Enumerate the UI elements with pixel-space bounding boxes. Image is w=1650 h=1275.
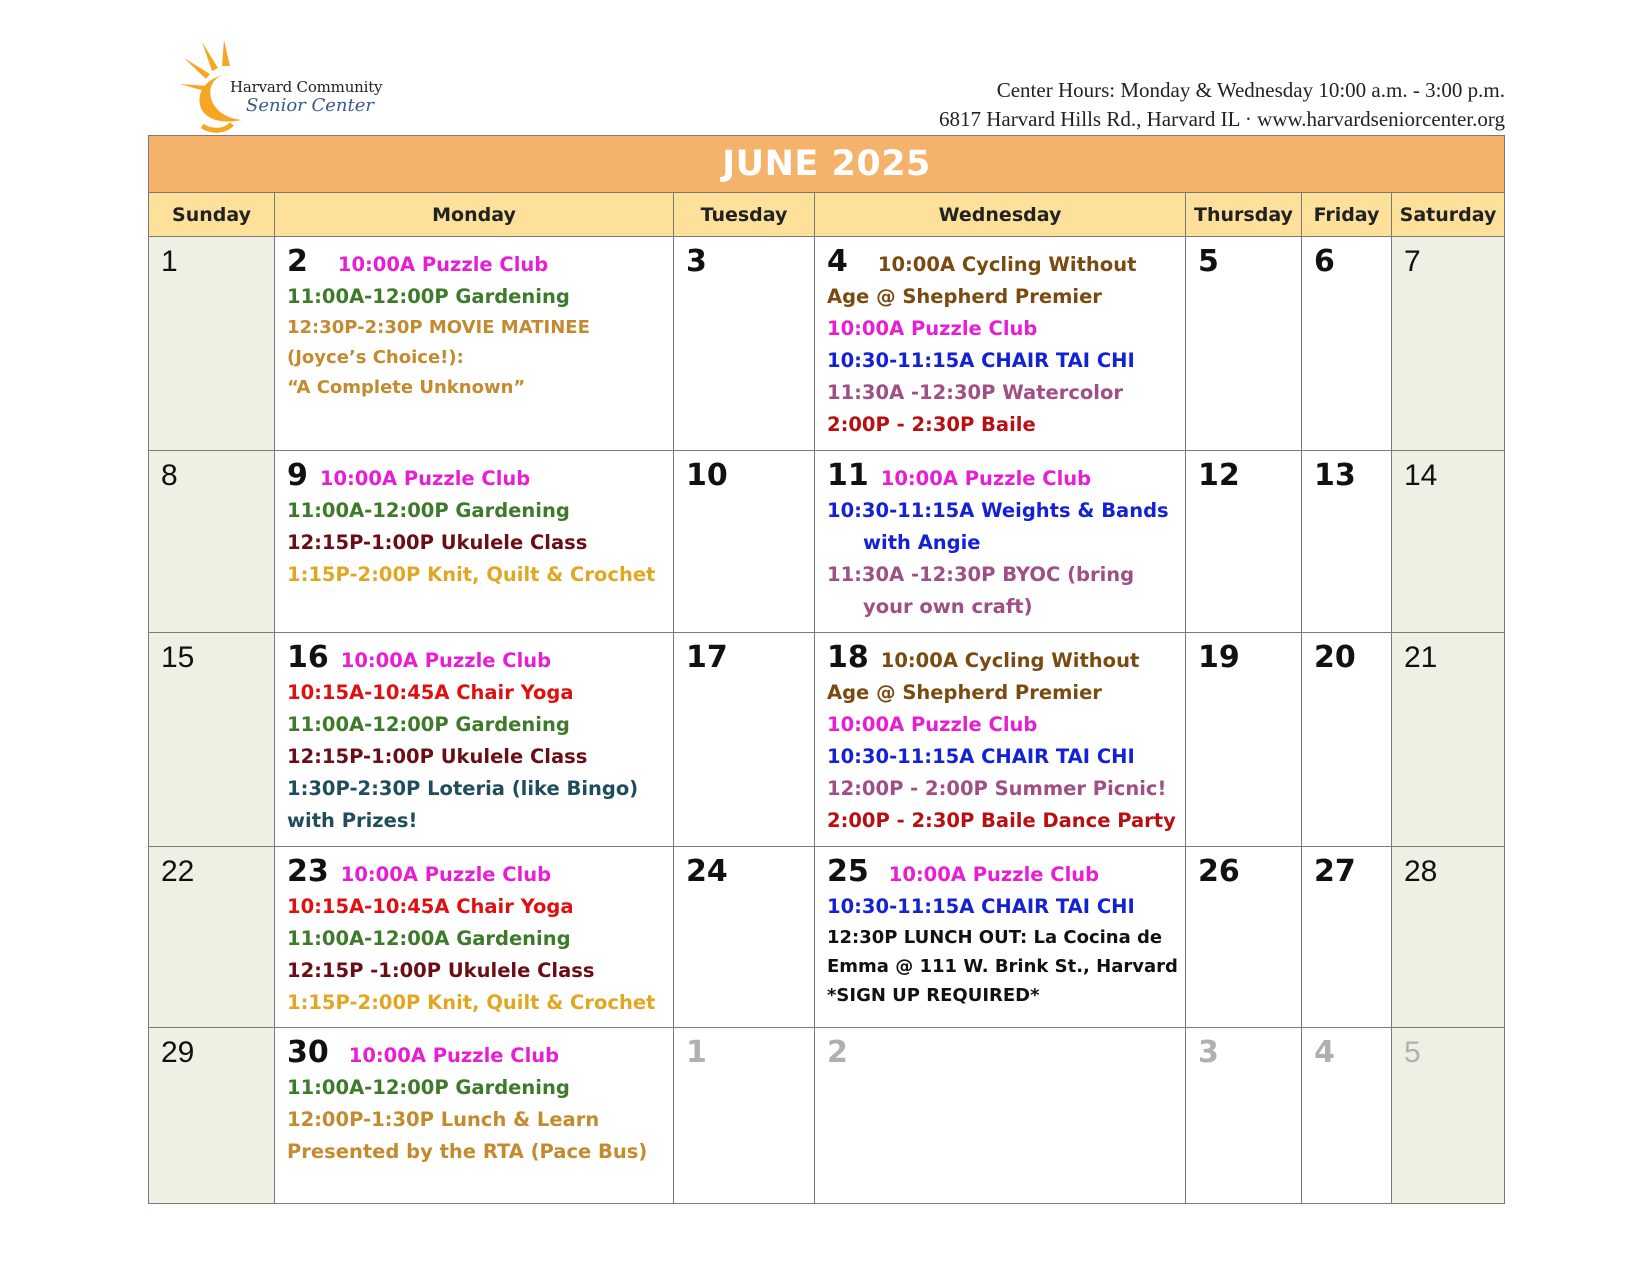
weekday-sunday: Sunday (149, 193, 275, 237)
day-cell (1186, 1028, 1302, 1204)
weekday-wednesday: Wednesday (815, 193, 1186, 237)
day-cell (1302, 847, 1392, 1028)
event: 10:30-11:15A CHAIR TAI CHI (827, 349, 1135, 372)
weekday-saturday: Saturday (1392, 193, 1505, 237)
day-cell (149, 237, 275, 451)
event: 10:15A-10:45A Chair Yoga (287, 895, 574, 918)
event: 10:30-11:15A CHAIR TAI CHI (827, 895, 1135, 918)
day-cell (1392, 451, 1505, 633)
event: with Prizes! (287, 809, 418, 832)
day-cell (1186, 237, 1302, 451)
event: 1:15P-2:00P Knit, Quilt & Crochet (287, 991, 656, 1014)
event: 12:30P LUNCH OUT: La Cocina de (827, 927, 1163, 948)
event: 10:00A Cycling Without (877, 253, 1137, 276)
event: your own craft) (863, 595, 1033, 618)
day-number: 20 (1314, 640, 1356, 675)
day-number: 21 (1404, 641, 1438, 674)
event: 10:15A-10:45A Chair Yoga (287, 681, 574, 704)
day-cell (1186, 633, 1302, 847)
day-cell (815, 633, 1186, 847)
calendar-title: JUNE 2025 (149, 136, 1505, 193)
weekday-friday: Friday (1302, 193, 1392, 237)
senior-center-logo (172, 36, 392, 136)
day-cell (1302, 1028, 1392, 1204)
week-row (149, 847, 1505, 1028)
event: 11:00A-12:00P Gardening (287, 713, 570, 736)
day-cell (1392, 1028, 1505, 1204)
event: *SIGN UP REQUIRED* (827, 985, 1040, 1006)
day-number: 18 (827, 640, 869, 675)
weekday-thursday: Thursday (1186, 193, 1302, 237)
day-cell (1392, 847, 1505, 1028)
day-cell (275, 451, 674, 633)
event: 10:00A Puzzle Club (319, 467, 531, 490)
day-cell (275, 847, 674, 1028)
day-number: 30 (287, 1035, 329, 1070)
day-cell (275, 1028, 674, 1204)
day-cell (815, 1028, 1186, 1204)
day-number: 23 (287, 854, 329, 889)
event: 10:00A Puzzle Club (337, 253, 549, 276)
day-number: 11 (827, 458, 869, 493)
day-number: 10 (686, 458, 728, 493)
event: 2:00P - 2:30P Baile Dance Party (827, 809, 1176, 832)
weekday-tuesday: Tuesday (674, 193, 815, 237)
day-cell (674, 451, 815, 633)
day-number: 8 (161, 459, 178, 492)
event: (Joyce’s Choice!): (287, 347, 464, 368)
event: 10:00A Puzzle Club (827, 317, 1038, 340)
day-cell (149, 1028, 275, 1204)
day-cell (1302, 451, 1392, 633)
day-cell (674, 237, 815, 451)
day-cell (674, 1028, 815, 1204)
day-cell (815, 237, 1186, 451)
day-cell (815, 451, 1186, 633)
week-row (149, 237, 1505, 451)
event: 12:15P -1:00P Ukulele Class (287, 959, 595, 982)
day-number: 26 (1198, 854, 1240, 889)
day-number: 27 (1314, 854, 1356, 889)
day-number: 12 (1198, 458, 1240, 493)
week-row (149, 633, 1505, 847)
center-hours: Center Hours: Monday & Wednesday 10:00 a.m. - 3:00 p.m. (996, 78, 1505, 102)
event: 11:30A -12:30P Watercolor (827, 381, 1123, 404)
weekday-header-row (149, 193, 1505, 237)
event: Age @ Shepherd Premier (827, 681, 1102, 704)
calendar-table (148, 135, 1505, 1204)
day-number: 29 (161, 1036, 195, 1069)
event: 10:30-11:15A CHAIR TAI CHI (827, 745, 1135, 768)
day-number: 4 (1314, 1035, 1335, 1070)
week-row (149, 451, 1505, 633)
day-number: 6 (1314, 244, 1335, 279)
day-cell (674, 633, 815, 847)
day-cell (149, 451, 275, 633)
event: 12:00P - 2:00P Summer Picnic! (827, 777, 1167, 800)
day-number: 25 (827, 854, 869, 889)
event: 10:00A Puzzle Club (348, 1044, 560, 1067)
event: Presented by the RTA (Pace Bus) (287, 1140, 648, 1163)
day-cell (1302, 633, 1392, 847)
event: 11:00A-12:00P Gardening (287, 499, 570, 522)
day-number: 17 (686, 640, 728, 675)
day-number: 9 (287, 458, 308, 493)
event: 11:00A-12:00A Gardening (287, 927, 571, 950)
logo-line1: Harvard Community (230, 78, 383, 96)
logo-line2: Senior Center (246, 95, 375, 116)
day-number: 19 (1198, 640, 1240, 675)
event: 1:30P-2:30P Loteria (like Bingo) (287, 777, 639, 800)
center-address: 6817 Harvard Hills Rd., Harvard IL · www.harvardseniorcenter.org (938, 107, 1505, 131)
day-number: 22 (161, 855, 195, 888)
day-number: 16 (287, 640, 329, 675)
day-number: 13 (1314, 458, 1356, 493)
day-cell (1186, 451, 1302, 633)
day-cell (815, 847, 1186, 1028)
day-number: 5 (1404, 1036, 1421, 1069)
event: 11:00A-12:00P Gardening (287, 1076, 570, 1099)
day-cell (674, 847, 815, 1028)
event: 10:00A Puzzle Club (340, 863, 552, 886)
day-cell (1392, 633, 1505, 847)
event: 12:00P-1:30P Lunch & Learn (287, 1108, 600, 1131)
day-number: 2 (827, 1035, 848, 1070)
day-number: 3 (686, 244, 707, 279)
day-number: 24 (686, 854, 728, 889)
event: 12:15P-1:00P Ukulele Class (287, 531, 588, 554)
event: Age @ Shepherd Premier (827, 285, 1102, 308)
event: 12:15P-1:00P Ukulele Class (287, 745, 588, 768)
day-number: 4 (827, 244, 848, 279)
day-number: 7 (1404, 245, 1421, 278)
day-cell (149, 633, 275, 847)
day-number: 2 (287, 244, 308, 279)
event: 10:00A Cycling Without (880, 649, 1140, 672)
event: 12:30P-2:30P MOVIE MATINEE (287, 317, 590, 338)
event: 10:00A Puzzle Club (888, 863, 1100, 886)
day-cell (275, 633, 674, 847)
event: 1:15P-2:00P Knit, Quilt & Crochet (287, 563, 656, 586)
center-info (939, 76, 1505, 134)
event: 10:00A Puzzle Club (880, 467, 1092, 490)
day-number: 28 (1404, 855, 1438, 888)
event: Emma @ 111 W. Brink St., Harvard (827, 956, 1178, 977)
day-cell (275, 237, 674, 451)
day-number: 1 (161, 245, 178, 278)
week-row (149, 1028, 1505, 1204)
day-number: 5 (1198, 244, 1219, 279)
event: 10:30-11:15A Weights & Bands (827, 499, 1169, 522)
day-number: 15 (161, 641, 195, 674)
day-cell (1392, 237, 1505, 451)
event: 11:30A -12:30P BYOC (bring (827, 563, 1135, 586)
day-cell (149, 847, 275, 1028)
event: 11:00A-12:00P Gardening (287, 285, 570, 308)
day-number: 14 (1404, 459, 1438, 492)
event: 10:00A Puzzle Club (827, 713, 1038, 736)
weekday-monday: Monday (275, 193, 674, 237)
day-cell (1302, 237, 1392, 451)
event: 10:00A Puzzle Club (340, 649, 552, 672)
day-number: 3 (1198, 1035, 1219, 1070)
day-number: 1 (686, 1035, 707, 1070)
event: “A Complete Unknown” (287, 377, 526, 398)
day-cell (1186, 847, 1302, 1028)
event: with Angie (863, 531, 981, 554)
event: 2:00P - 2:30P Baile (827, 413, 1036, 436)
